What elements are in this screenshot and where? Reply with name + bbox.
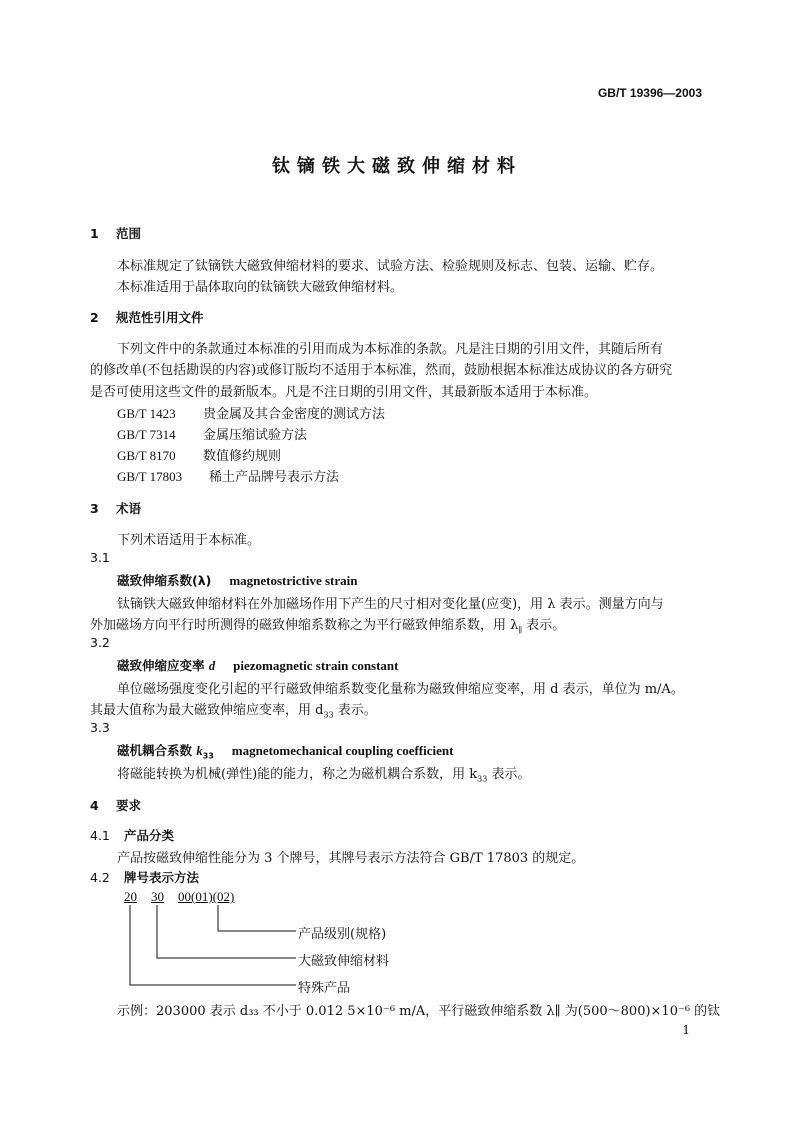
subsection-title: 产品分类 [124, 828, 175, 843]
section-number: 3 [90, 501, 99, 516]
label-material: 大磁致伸缩材料 [298, 954, 390, 969]
paragraph: 本标准适用于晶体取向的钛镝铁大磁致伸缩材料。 [117, 280, 404, 295]
subsection-title: 牌号表示方法 [124, 870, 200, 885]
label-product-grade: 产品级别(规格) [298, 927, 387, 942]
reference-code: GB/T 1423 [117, 406, 176, 421]
subscript: 33 [202, 751, 214, 761]
paragraph: 的修改单(不包括勘误的内容)或修订版均不适用于本标准，然而，鼓励根据本标准达成协议的各方研究 [90, 363, 673, 378]
code-part-b: 30 [151, 889, 164, 904]
section-number: 2 [90, 310, 99, 325]
paragraph: 是否可使用这些文件的最新版本。凡是不注日期的引用文件，其最新版本适用于本标准。 [90, 385, 598, 400]
clause-number: 3.3 [90, 720, 110, 735]
term-symbol: k [196, 744, 203, 758]
section-title: 术语 [116, 501, 142, 516]
standard-number: GB/T 19396—2003 [597, 86, 702, 100]
code-part-c: 00(01)(02) [178, 889, 235, 904]
document-title: 钛镝铁大磁致伸缩材料 [272, 156, 522, 177]
reference-name: 稀土产品牌号表示方法 [209, 470, 340, 485]
paragraph: 下列术语适用于本标准。 [117, 533, 261, 548]
term-english: piezomagnetic strain constant [233, 658, 399, 673]
term-chinese: 磁致伸缩应变率 [117, 658, 205, 673]
text: 其最大值称为最大磁致伸缩应变率，用 d [90, 703, 324, 718]
term-chinese: 磁机耦合系数 [117, 743, 193, 758]
reference-name: 数值修约规则 [203, 449, 282, 464]
paragraph: 下列文件中的条款通过本标准的引用而成为本标准的条款。凡是注日期的引用文件，其随后所有 [117, 342, 664, 357]
term-chinese: 磁致伸缩系数(λ) [117, 573, 212, 588]
subsection-number: 4.1 [90, 828, 110, 843]
section-title: 范围 [116, 226, 142, 241]
paragraph: 单位磁场强度变化引起的平行磁致伸缩系数变化量称为磁致伸缩应变率，用 d 表示，单位为 m/A。 [117, 682, 684, 697]
paragraph: 本标准规定了钛镝铁大磁致伸缩材料的要求、试验方法、检验规则及标志、包装、运输、贮存。 [117, 259, 664, 274]
paragraph: 钛镝铁大磁致伸缩材料在外加磁场作用下产生的尺寸相对变化量(应变)，用 λ 表示。测量方向与 [117, 597, 664, 612]
text: 将磁能转换为机械(弹性)能的能力，称之为磁机耦合系数，用 k [117, 767, 478, 782]
reference-code: GB/T 7314 [117, 427, 176, 442]
paragraph: 产品按磁致伸缩性能分为 3 个牌号，其牌号表示方法符合 GB/T 17803 的规定。 [117, 851, 585, 866]
label-special-product: 特殊产品 [298, 981, 351, 996]
text: 表示。 [487, 767, 531, 782]
clause-number: 3.2 [90, 635, 110, 650]
page-number: 1 [682, 1023, 690, 1037]
term-english: magnetostrictive strain [229, 573, 358, 588]
code-part-a: 20 [124, 889, 137, 904]
clause-number: 3.1 [90, 550, 110, 565]
subsection-number: 4.2 [90, 870, 110, 885]
text: 外加磁场方向平行时所测得的磁致伸缩系数称之为平行磁致伸缩系数，用 λ [90, 618, 519, 633]
section-title: 规范性引用文件 [116, 310, 204, 325]
reference-name: 贵金属及其合金密度的测试方法 [203, 407, 386, 422]
text: 表示。 [333, 703, 377, 718]
subscript: 33 [477, 774, 488, 784]
subscript: ∥ [518, 625, 523, 635]
text: 表示。 [522, 618, 566, 633]
example-text: 示例：203000 表示 d₃₃ 不小于 0.012 5×10⁻⁶ m/A，平行磁致伸缩系数 λ∥ 为(500～800)×10⁻⁶ 的钛 [117, 1004, 721, 1019]
reference-code: GB/T 17803 [117, 469, 183, 484]
reference-name: 金属压缩试验方法 [203, 428, 308, 443]
section-title: 要求 [116, 798, 142, 813]
term-symbol: d [208, 659, 216, 673]
subscript: 33 [323, 710, 334, 720]
section-number: 4 [90, 798, 99, 813]
term-english: magnetomechanical coupling coefficient [231, 743, 454, 758]
reference-code: GB/T 8170 [117, 448, 176, 463]
section-number: 1 [90, 226, 99, 241]
